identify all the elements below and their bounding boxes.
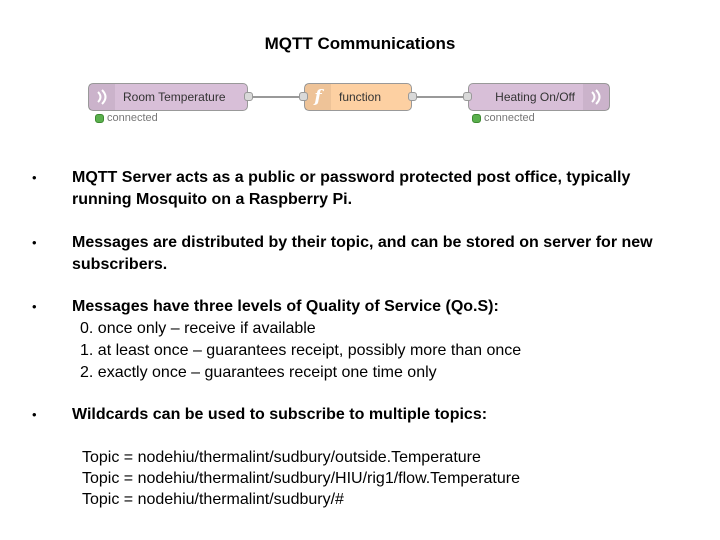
qos-level-0: 0. once only – receive if available bbox=[80, 320, 316, 337]
mqtt-in-output-port[interactable] bbox=[244, 92, 253, 101]
mqtt-out-node[interactable] bbox=[468, 83, 610, 111]
qos-level-2: 2. exactly once – guarantees receipt one time only bbox=[80, 364, 437, 381]
function-node[interactable] bbox=[304, 83, 412, 111]
mqtt-in-status: connected bbox=[95, 112, 158, 124]
topic-line: Topic = nodehiu/thermalint/sudbury/outside.Temperature bbox=[82, 449, 481, 466]
topic-line: Topic = nodehiu/thermalint/sudbury/HIU/rig1/flow.Temperature bbox=[82, 470, 520, 487]
slide-title: MQTT Communications bbox=[264, 34, 456, 53]
topic-line: Topic = nodehiu/thermalint/sudbury/# bbox=[82, 491, 344, 508]
bullet-icon: • bbox=[32, 170, 37, 185]
mqtt-in-label: Room Temperature bbox=[123, 90, 226, 104]
topic-examples bbox=[82, 447, 520, 510]
bullet-text: Messages are distributed by their topic, and can be stored on server for new subscribers. bbox=[72, 234, 653, 273]
mqtt-out-status: connected bbox=[472, 112, 535, 124]
bullet-text: Wildcards can be used to subscribe to multiple topics: bbox=[72, 406, 488, 423]
bullet-icon: • bbox=[32, 235, 37, 250]
bullet-text bbox=[72, 296, 692, 384]
function-input-port[interactable] bbox=[299, 92, 308, 101]
bullet-icon: • bbox=[32, 407, 37, 422]
bullet-icon: • bbox=[32, 299, 37, 314]
mqtt-out-label: Heating On/Off bbox=[495, 90, 575, 104]
connected-status-icon bbox=[95, 114, 104, 123]
connected-status-icon bbox=[472, 114, 481, 123]
qos-heading: Messages have three levels of Quality of Service (Qo.S): bbox=[72, 298, 499, 315]
function-output-port[interactable] bbox=[408, 92, 417, 101]
mqtt-out-icon bbox=[583, 84, 609, 110]
qos-level-1: 1. at least once – guarantees receipt, possibly more than once bbox=[80, 342, 522, 359]
mqtt-in-icon bbox=[89, 84, 115, 110]
mqtt-out-input-port[interactable] bbox=[463, 92, 472, 101]
mqtt-in-node[interactable] bbox=[88, 83, 248, 111]
node-red-flow bbox=[0, 0, 720, 140]
bullet-text: MQTT Server acts as a public or password protected post office, typically running Mosquito on a Raspberry Pi. bbox=[72, 169, 631, 208]
function-icon: f bbox=[305, 84, 331, 110]
function-label: function bbox=[339, 90, 382, 104]
